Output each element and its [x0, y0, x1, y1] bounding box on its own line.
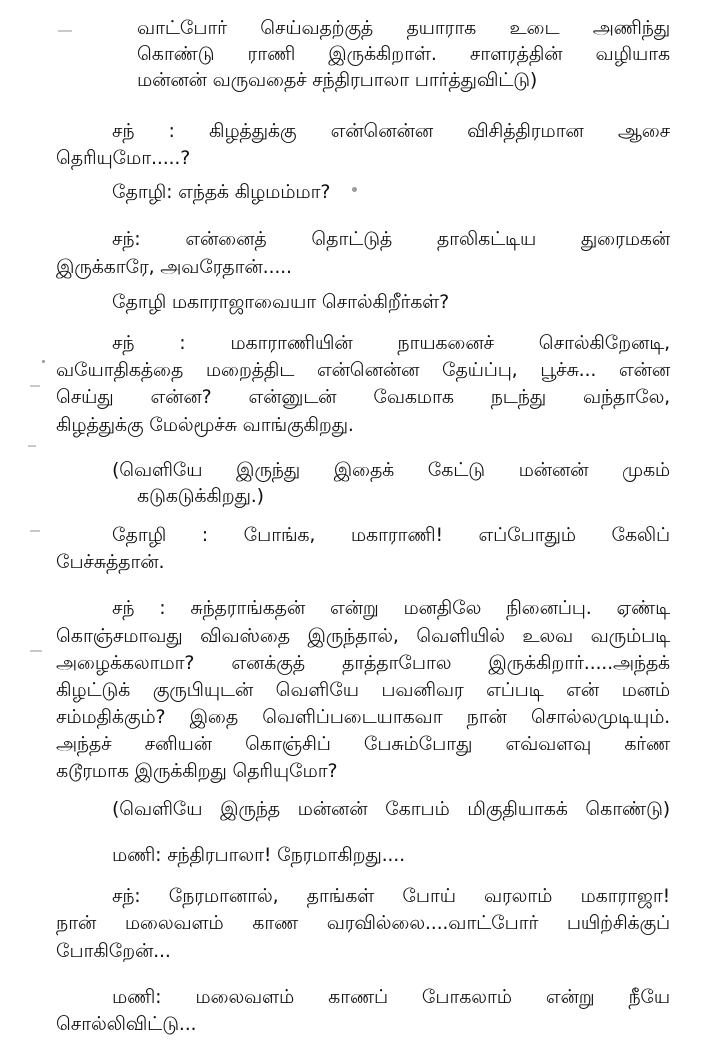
dialogue-line: அழைக்கலாமா? எனக்குத் தாத்தாபோல இருக்கிறார்.....அந்தக்	[56, 652, 670, 674]
stage-direction-line: மன்னன் வருவதைச் சந்திரபாலா பார்த்துவிட்டு)	[137, 69, 538, 91]
dialogue-line: பேச்சுத்தான்.	[56, 551, 165, 573]
dialogue-line: கிழட்டுக் குருபியுடன் வெளியே பவனிவர எப்படி என் மனம்	[56, 679, 670, 701]
scan-artifact	[28, 445, 36, 447]
dialogue-line: சந்: என்னைத் தொட்டுத் தாலிகட்டிய துரைமகன்	[112, 228, 670, 250]
dialogue-line: செய்து என்ன? என்னுடன் வேகமாக நடந்து வந்தாலே,	[56, 386, 670, 408]
dialogue-line: மணி: மலைவளம் காணப் போகலாம் என்று நீயே	[112, 986, 670, 1008]
dialogue-line: சம்மதிக்கும்? இதை வெளிப்படையாகவா நான் சொல்லமுடியும்.	[56, 706, 670, 728]
dialogue-line: வயோதிகத்தை மறைத்திட என்னென்ன தேய்ப்பு, பூச்சு... என்ன	[56, 359, 670, 381]
dialogue-line: அந்தச் சனியன் கொஞ்சிப் பேசும்போது எவ்வளவு கர்ண	[56, 733, 670, 755]
stage-direction-line: கடுகடுக்கிறது.)	[137, 485, 264, 507]
scan-speck	[352, 187, 357, 192]
dialogue-line: கடூரமாக இருக்கிறது தெரியுமோ?	[56, 760, 338, 782]
dialogue-line: போகிறேன்...	[56, 940, 171, 962]
dialogue-line: கொஞ்சமாவது விவஸ்தை இருந்தால், வெளியில் உலவ வரும்படி	[56, 625, 670, 647]
stage-direction-line: (வெளியே இருந்து இதைக் கேட்டு மன்னன் முகம்	[112, 459, 670, 481]
dialogue-line: சந் : சுந்தராங்கதன் என்று மனதிலே நினைப்பு. ஏண்டி	[112, 597, 670, 619]
dialogue-line: தெரியுமோ.....?	[56, 147, 191, 169]
dialogue-line: தோழி : போங்க, மகாராணி! எப்போதும் கேலிப்	[112, 524, 670, 546]
dialogue-line: சொல்லிவிட்டு...	[56, 1013, 197, 1035]
stage-direction-line: கொண்டு ராணி இருக்கிறாள். சாளரத்தின் வழியாக	[137, 43, 670, 65]
stage-direction-line: (வெளியே இருந்த மன்னன் கோபம் மிகுதியாகக் கொண்டு)	[112, 798, 670, 820]
dialogue-line: சந் : மகாராணியின் நாயகனைச் சொல்கிறேனடி,	[112, 332, 670, 354]
dialogue-line: நான் மலைவளம் காண வரவில்லை....வாட்போர் பயிற்சிக்குப்	[56, 912, 670, 934]
scan-speck	[42, 360, 45, 363]
dialogue-line: தோழி மகாராஜாவையா சொல்கிறீர்கள்?	[112, 291, 449, 313]
dialogue-line: மணி: சந்திரபாலா! நேரமாகிறது....	[112, 844, 405, 866]
scan-artifact	[30, 530, 40, 532]
dialogue-line: சந்: நேரமானால், தாங்கள் போய் வரலாம் மகாராஜா!	[112, 885, 670, 907]
dialogue-line: இருக்காரே, அவரேதான்.....	[56, 256, 292, 278]
stage-direction-line: வாட்போர் செய்வதற்குத் தயாராக உடை அணிந்து	[137, 17, 670, 39]
scan-artifact	[58, 30, 72, 32]
dialogue-line: சந் : கிழத்துக்கு என்னென்ன விசித்திரமான ஆசை	[112, 120, 670, 142]
scan-artifact	[30, 650, 42, 652]
dialogue-line: தோழி: எந்தக் கிழமம்மா?	[112, 181, 331, 203]
dialogue-line: கிழத்துக்கு மேல்மூச்சு வாங்குகிறது.	[56, 414, 354, 436]
scan-artifact	[30, 385, 40, 387]
